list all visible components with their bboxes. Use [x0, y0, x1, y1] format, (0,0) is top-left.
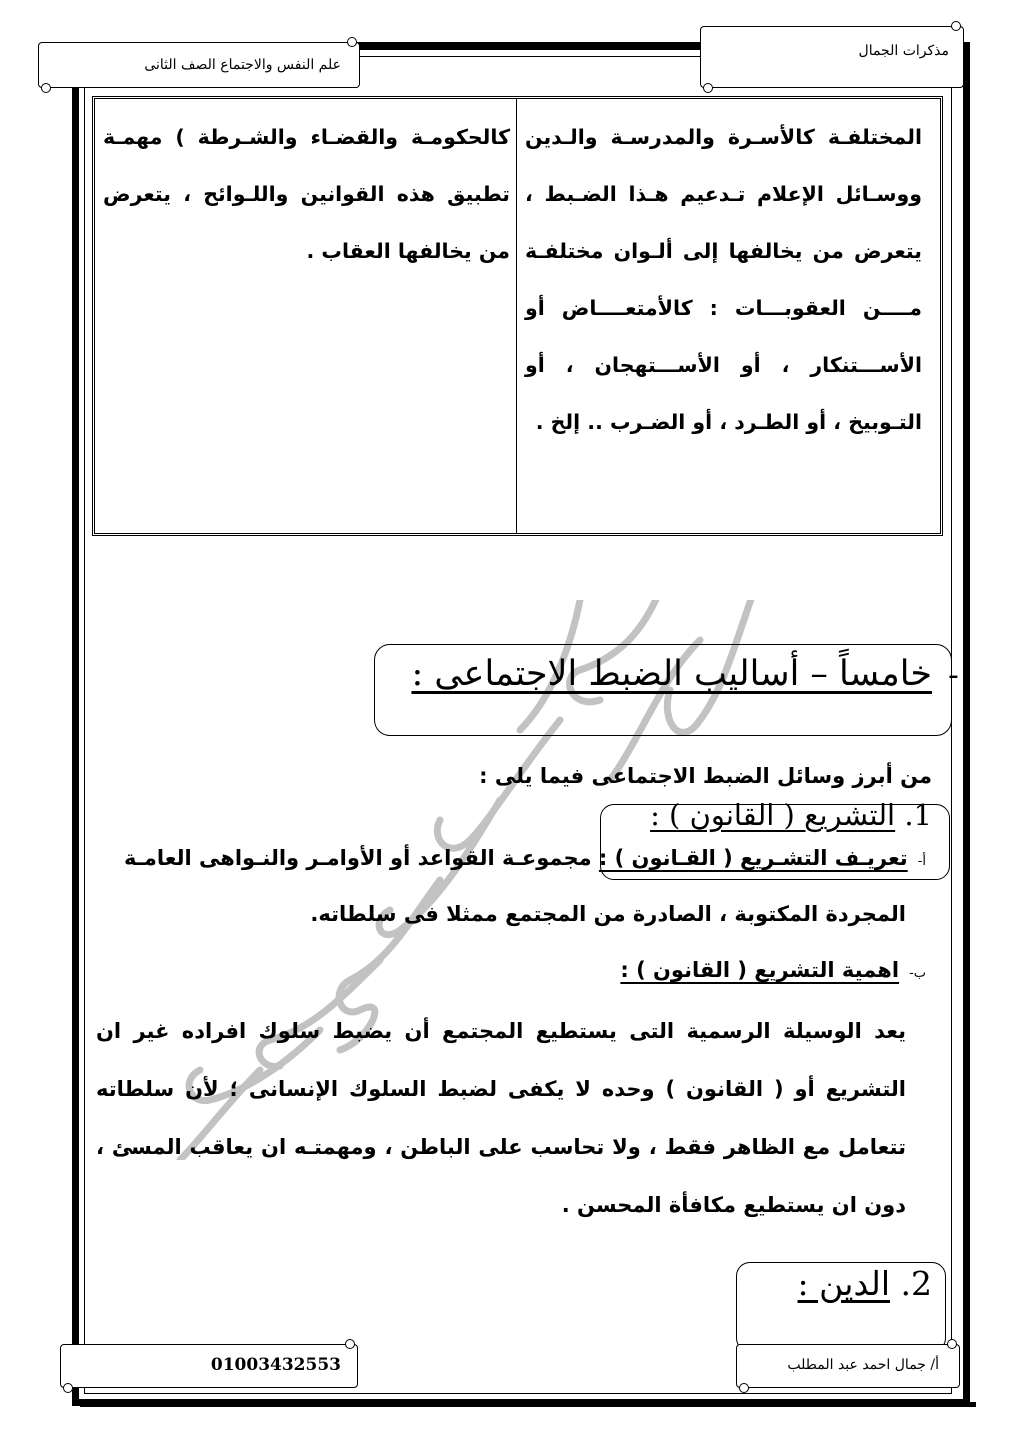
footer-phone-box	[60, 1344, 358, 1388]
page-border-shadow	[80, 1402, 976, 1407]
importance-heading	[620, 958, 926, 982]
section-title: خامساً – أساليب الضبط الاجتماعى :	[411, 654, 932, 694]
importance-term: اهمية التشريع ( القانون ) :	[620, 958, 900, 982]
item-2-label: الدين :	[797, 1264, 890, 1303]
definition-line	[124, 846, 926, 870]
header-subject-box	[38, 42, 360, 88]
intro-text: من أبرز وسائل الضبط الاجتماعى فيما يلى :	[479, 764, 932, 788]
section-dash: -	[948, 658, 959, 693]
sub-b-mark: ب-	[909, 966, 926, 981]
item-1-heading	[650, 798, 932, 832]
definition-continuation: المجردة المكتوبة ، الصادرة من المجتمع ممثلا فى سلطاته.	[310, 902, 906, 926]
table-cell-formal-control: كالحكومـة والقضـاء والشـرطة ) مهمـة تطبيق هذه القوانين واللـوائح ، يتعرض من يخالفها العقاب .	[103, 125, 510, 263]
header-brand-box	[700, 26, 964, 88]
item-2-heading	[798, 1264, 932, 1303]
header-subject-title: علم النفس والاجتماع الصف الثانى	[144, 57, 341, 73]
item-1-number: 1.	[904, 798, 932, 832]
definition-term: تعريـف التشـريع ( القـانون ) :	[598, 846, 908, 870]
header-brand-title: مذكرات الجمال	[858, 43, 949, 59]
footer-author-box	[736, 1344, 960, 1388]
sub-a-mark: أ-	[917, 854, 926, 869]
content-table	[92, 96, 943, 536]
footer-author: أ/ جمال احمد عبد المطلب	[787, 1357, 939, 1373]
item-1-label: التشريع ( القانون ) :	[650, 798, 896, 832]
definition-text: مجموعـة القواعد أو الأوامـر والنـواهى العامـة	[124, 846, 599, 870]
item-2-number: 2.	[900, 1264, 932, 1303]
table-cell-informal-control: المختلفـة كالأسـرة والمدرسـة والـدين ووسـائل الإعلام تـدعيم هـذا الضـبط ، يتعرض من يخالفها إلى ألـوان مختلفـة مــــن العقوبـــات : كالأمتعــــاض أو الأســـتنكار ، أو الأســـتهجان ، أو التـوبيخ ، أو الطـرد ، أو الضـرب .. إلخ .	[516, 99, 940, 533]
importance-paragraph: يعد الوسيلة الرسمية التى يستطيع المجتمع أن يضبط سلوك افراده غير ان التشريع أو ( القانون ) وحده لا يكفى لضبط السلوك الإنسانى ؛ لأن سلطاته تتعامل مع الظاهر فقط ، ولا تحاسب على الباطن ، ومهمتـه ان يعاقب المسئ ، دون ان يستطيع مكافأة المحسن .	[96, 1019, 906, 1217]
footer-phone: 01003432553	[210, 1355, 341, 1375]
